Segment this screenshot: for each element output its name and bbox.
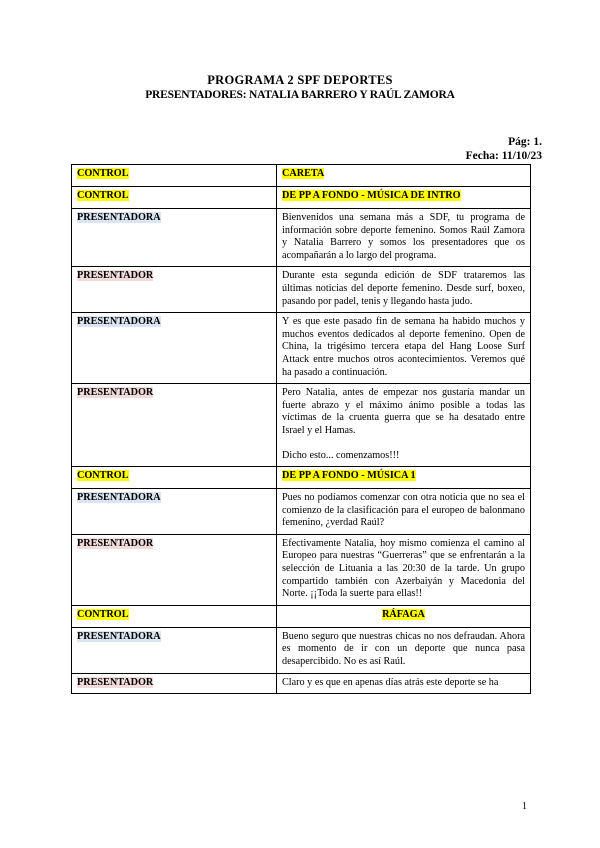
table-row — [72, 534, 531, 605]
role-label: PRESENTADORA — [77, 212, 161, 223]
table-row — [72, 627, 531, 673]
table-row — [72, 384, 531, 467]
dialogue-text: Bueno seguro que nuestras chicas no nos defraudan. Ahora es momento de ir con un deporte que nunca pasa desapercibido. No es así Raúl. — [277, 627, 531, 673]
dialogue-text: Claro y es que en apenas días atrás este deporte se ha — [277, 673, 531, 694]
role-label: PRESENTADOR — [77, 676, 154, 688]
table-row — [72, 165, 531, 187]
dialogue-text: Bienvenidos una semana más a SDF, tu programa de información sobre deporte femenino. Somos Raúl Zamora y Natalia Barrero y somos los presentadores que os acompañarán a lo largo del programa. — [277, 209, 531, 267]
table-row — [72, 605, 531, 627]
role-label: CONTROL — [77, 168, 129, 179]
table-row — [72, 467, 531, 489]
role-label: PRESENTADORA — [77, 492, 161, 504]
table-row — [72, 187, 531, 209]
date-label: Fecha: 11/10/23 — [465, 150, 542, 162]
table-row — [72, 313, 531, 384]
role-label: PRESENTADORA — [77, 630, 161, 642]
script-table — [71, 164, 531, 694]
dialogue-text: Pues no podíamos comenzar con otra noticia que no sea el comienzo de la clasificación para el europeo de balonmano femenino, ¿verdad Raúl? — [277, 489, 531, 535]
table-row — [72, 673, 531, 694]
control-cue: DE PP A FONDO - MÚSICA DE INTRO — [282, 190, 461, 201]
dialogue-text: Efectivamente Natalia, hoy mismo comienza el camino al Europeo para nuestras “Guerreras” que se enfrentarán a la selección de Lituania a las 20:30 de la tarde. Un grupo compartido también con Azerbaiyán y Macedonia del Norte. ¡¡Toda la suerte para ellas!! — [277, 534, 531, 605]
program-title: PROGRAMA 2 SPF DEPORTES — [207, 73, 393, 87]
role-label: CONTROL — [77, 190, 129, 201]
role-label: PRESENTADOR — [77, 270, 154, 282]
page-number: 1 — [522, 801, 527, 812]
table-row — [72, 209, 531, 267]
control-cue: CARETA — [282, 168, 325, 179]
control-cue: DE PP A FONDO - MÚSICA 1 — [282, 470, 416, 482]
role-label: PRESENTADOR — [77, 537, 154, 549]
dialogue-text: Durante esta segunda edición de SDF trataremos las últimas noticias del deporte femenino. Desde surf, boxeo, pasando por padel, tenis y llegando hasta judo. — [277, 267, 531, 313]
role-label: PRESENTADORA — [77, 316, 161, 328]
control-cue: RÁFAGA — [382, 608, 425, 620]
dialogue-text: Pero Natalia, antes de empezar nos gustaría mandar un fuerte abrazo y el máximo ánimo posible a todas las víctimas de la cruenta guerra que se ha desatado entre Israel y el Hamas. — [282, 387, 525, 436]
presenters-subtitle: PRESENTADORES: NATALIA BARRERO Y RAÚL ZAMORA — [145, 89, 455, 101]
table-row — [72, 267, 531, 313]
page-label: Pág: 1. — [508, 136, 542, 148]
dialogue-text: Y es que este pasado fin de semana ha habido muchos y muchos eventos dedicados al deporte femenino. Open de China, la trigésimo tercera etapa del Hang Loose Surf Attack entre muchos otros acontecimientos. Veremos qué ha pasado a continuación. — [277, 313, 531, 384]
role-label: CONTROL — [77, 470, 129, 482]
role-label: CONTROL — [77, 608, 129, 620]
role-label: PRESENTADOR — [77, 387, 154, 399]
dialogue-text: Dicho esto... comenzamos!!! — [282, 449, 400, 461]
table-row — [72, 489, 531, 535]
